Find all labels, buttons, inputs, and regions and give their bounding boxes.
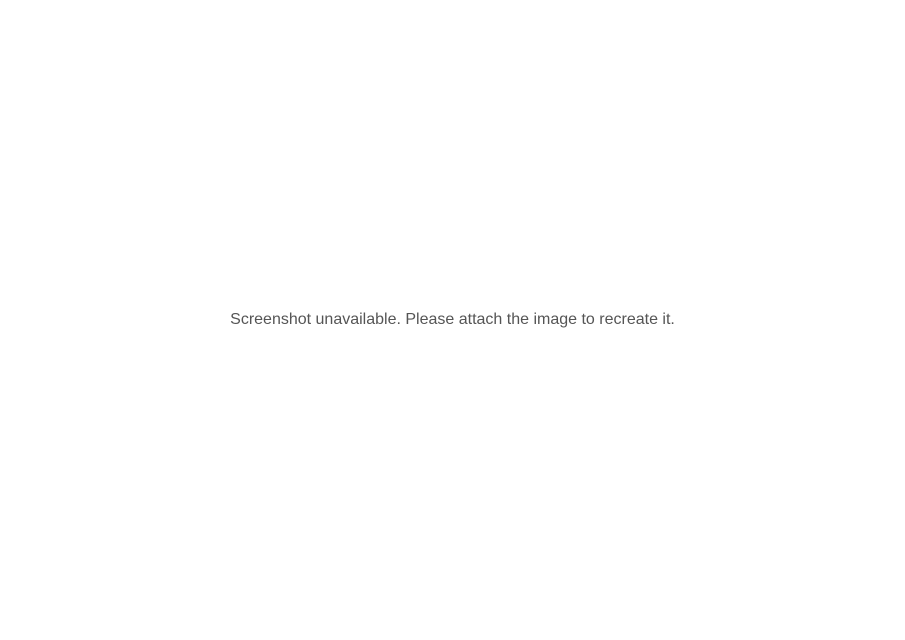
- placeholder-message: Screenshot unavailable. Please attach the image to recreate it.: [230, 311, 675, 328]
